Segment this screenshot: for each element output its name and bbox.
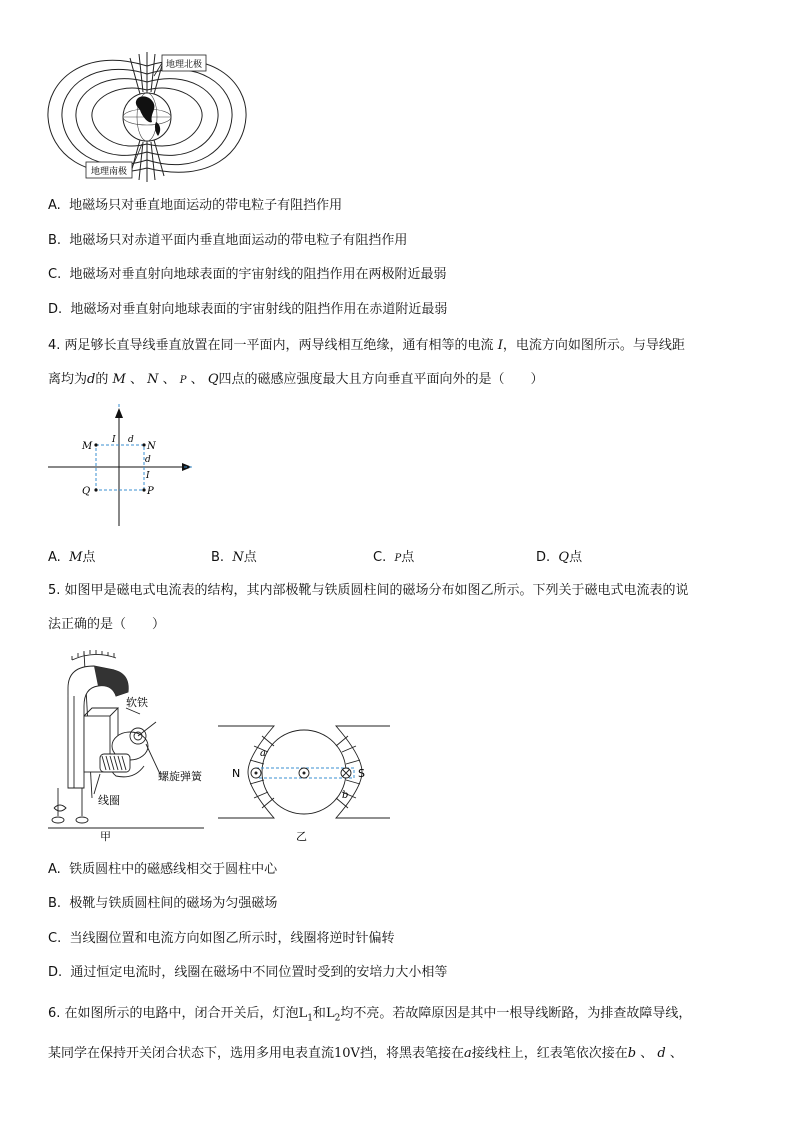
earth-magnetic-field-figure bbox=[44, 52, 250, 182]
q5-stem-line2: 法正确的是（ ） bbox=[48, 617, 166, 632]
svg-text:P: P bbox=[147, 486, 154, 497]
svg-text:Q: Q bbox=[82, 486, 91, 497]
north-pole-label bbox=[162, 55, 206, 71]
pole-n-label: N bbox=[232, 767, 241, 780]
q5-option-c: C. 当线圈位置和电流方向如图乙所示时，线圈将逆时针偏转 bbox=[48, 931, 395, 946]
ammeter-structure-figure-jia bbox=[44, 648, 220, 844]
point-n bbox=[142, 443, 145, 446]
q3-option-a: A. 地磁场只对垂直地面运动的带电粒子有阻挡作用 bbox=[48, 198, 343, 213]
q5-option-a: A. 铁质圆柱中的磁感线相交于圆柱中心 bbox=[48, 862, 278, 877]
q4-stem-line2: 离均为d的 M 、 N 、 P 、 Q四点的磁感应强度最大且方向垂直平面向外的是（ ） bbox=[48, 372, 544, 387]
q4-option-b: B. N点 bbox=[211, 550, 257, 565]
pole-s-label: S bbox=[358, 767, 365, 780]
q4-stem-line1: 4. 两足够长直导线垂直放置在同一平面内，两导线相互绝缘，通有相等的电流 I，电流方向如图所示。与导线距 bbox=[48, 338, 685, 353]
point-m bbox=[94, 443, 97, 446]
coil-label: 线圈 bbox=[98, 794, 120, 807]
q6-stem-line1: 6. 在如图所示的电路中，闭合开关后，灯泡$L_1$和$L_2$均不亮。若故障原因是其中一根导线断路，为排查故障导线， bbox=[48, 1006, 692, 1024]
soft-iron-label: 软铁 bbox=[126, 696, 148, 709]
q5-option-b: B. 极靴与铁质圆柱间的磁场为匀强磁场 bbox=[48, 896, 278, 911]
svg-text:地理北极: 地理北极 bbox=[165, 60, 203, 70]
svg-text:b: b bbox=[342, 790, 349, 801]
svg-text:M: M bbox=[82, 441, 93, 452]
svg-text:d: d bbox=[145, 455, 151, 465]
q5-stem-line1: 5. 如图甲是磁电式电流表的结构，其内部极靴与铁质圆柱间的磁场分布如图乙所示。下列关于磁电式电流表的说 bbox=[48, 583, 689, 598]
q4-option-c: C. P点 bbox=[373, 550, 415, 565]
svg-text:地理南极: 地理南极 bbox=[90, 167, 128, 177]
figure-jia-caption: 甲 bbox=[100, 830, 111, 843]
south-pole-label bbox=[86, 162, 132, 178]
q4-option-a: A. M点 bbox=[48, 550, 96, 565]
svg-text:I: I bbox=[146, 471, 150, 481]
point-p bbox=[142, 488, 145, 491]
svg-text:d: d bbox=[128, 435, 134, 445]
q3-option-b: B. 地磁场只对赤道平面内垂直地面运动的带电粒子有阻挡作用 bbox=[48, 233, 408, 248]
q4-option-d: D. Q点 bbox=[536, 550, 583, 565]
spring-label: 螺旋弹簧 bbox=[158, 770, 202, 783]
figure-yi-caption: 乙 bbox=[296, 830, 307, 843]
svg-text:a: a bbox=[260, 748, 266, 759]
svg-text:I: I bbox=[112, 435, 116, 445]
magnetic-field-figure-yi bbox=[218, 716, 390, 844]
q3-option-c: C. 地磁场对垂直射向地球表面的宇宙射线的阻挡作用在两极附近最弱 bbox=[48, 267, 447, 282]
svg-text:N: N bbox=[147, 441, 156, 452]
q3-option-d: D. 地磁场对垂直射向地球表面的宇宙射线的阻挡作用在赤道附近最弱 bbox=[48, 302, 448, 317]
point-q bbox=[94, 488, 97, 491]
q6-stem-line2: 某同学在保持开关闭合状态下，选用多用电表直流10V挡，将黑表笔接在a接线柱上，红表笔依次接在b 、 d 、 bbox=[48, 1046, 683, 1061]
q4-wires-figure bbox=[44, 404, 196, 528]
q5-option-d: D. 通过恒定电流时，线圈在磁场中不同位置时受到的安培力大小相等 bbox=[48, 965, 448, 980]
